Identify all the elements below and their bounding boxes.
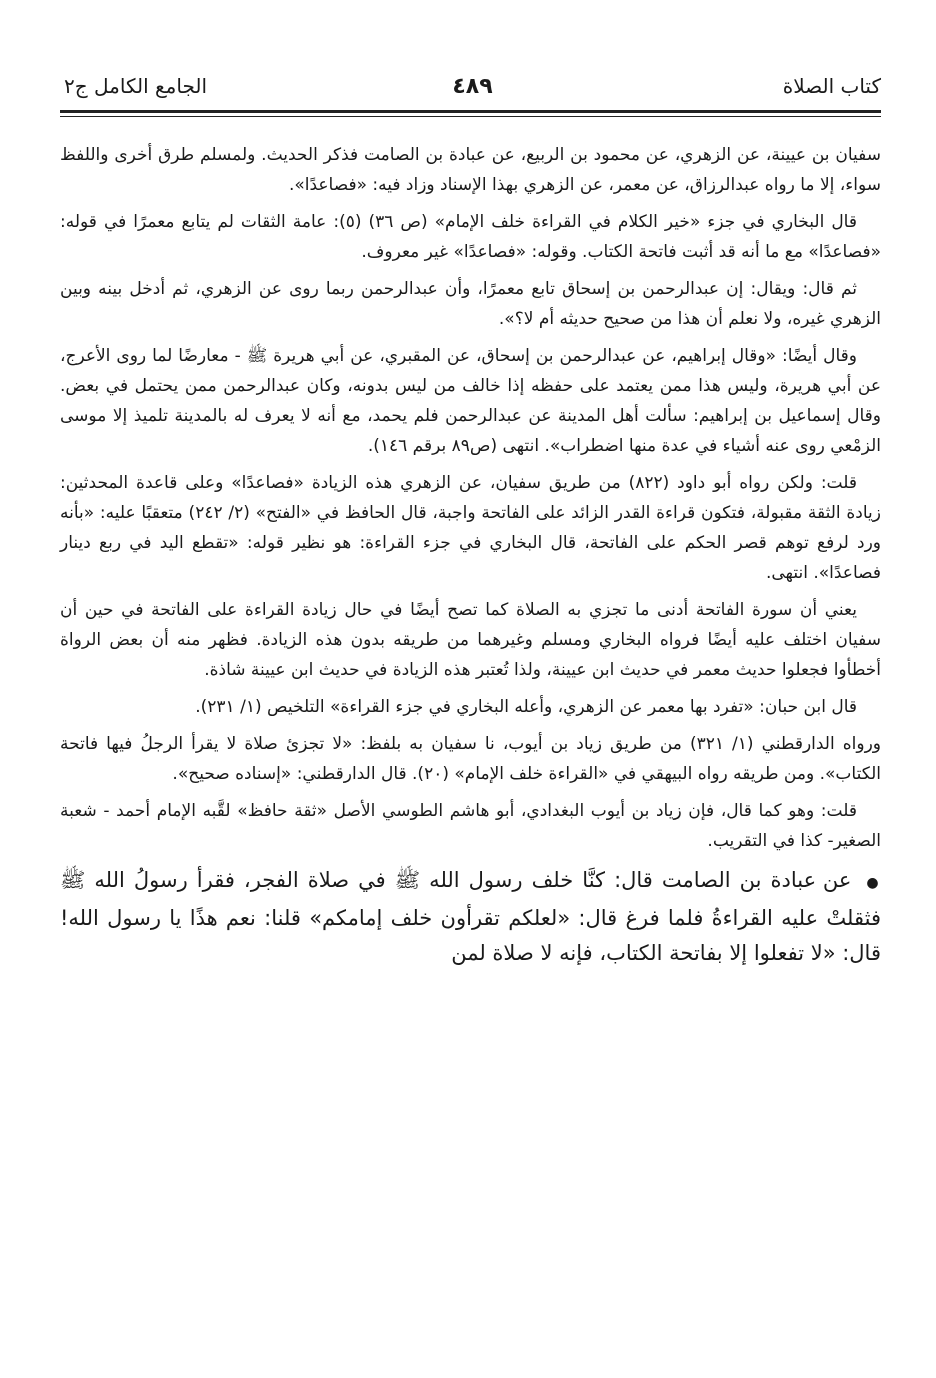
paragraph-6: يعني أن سورة الفاتحة أدنى ما تجزي به الصلاة كما تصح أيضًا في حال زيادة القراءة على الفاتحة في حين أن سفيان اختلف عليه أيضًا فرواه البخاري ومسلم وغيرهما من طريقه بدون هذه الزيادة. فظهر منه أن بعض الرواة أخطأوا فجعلوا حديث معمر في حديث ابن عيينة، ولذا تُعتبر هذه الزيادة في حديث ابن عيينة شاذة. — [60, 600, 881, 680]
bullet-icon: ● — [866, 875, 882, 891]
header-rule-thick — [60, 110, 881, 113]
paragraph-2: قال البخاري في جزء «خير الكلام في القراءة خلف الإمام» (ص ٣٦) (٥): عامة الثقات لم يتابع معمرًا في قوله: «فصاعدًا» مع ما أنه قد أثبت فاتحة الكتاب. وقوله: «فصاعدًا» غير معروف. — [60, 212, 881, 262]
book-title: الجامع الكامل ج٢ — [64, 74, 208, 98]
hadith-text: عن عبادة بن الصامت قال: كنَّا خلف رسول الله ﷺ في صلاة الفجر، فقرأ رسولُ الله ﷺ فثقلتْ عليه القراءةُ فلما فرغ قال: «لعلكم تقرأون خلف إمامكم» قلنا: نعم هذًا يا رسول الله! قال: «لا تفعلوا إلا بفاتحة الكتاب، فإنه لا صلاة لمن — [60, 868, 881, 965]
paragraph-8: ورواه الدارقطني (١/ ٣٢١) من طريق زياد بن أيوب، نا سفيان به بلفظ: «لا تجزئ صلاة لا يقرأ الرجلُ فيها فاتحة الكتاب». ومن طريقه رواه البيهقي في «القراءة خلف الإمام» (٢٠). قال الدارقطني: «إسناده صحيح». — [60, 734, 881, 784]
paragraph-9: قلت: وهو كما قال، فإن زياد بن أيوب البغدادي، أبو هاشم الطوسي الأصل «ثقة حافظ» لقَّبه الإمام أحمد - شعبة الصغير- كذا في التقريب. — [60, 801, 881, 851]
hadith-block — [60, 863, 881, 971]
page-body — [60, 140, 881, 971]
paragraph-4: وقال أيضًا: «وقال إبراهيم، عن عبدالرحمن بن إسحاق، عن المقبري، عن أبي هريرة ﷺ - معارضًا لما روى الأعرج، عن أبي هريرة، وليس هذا ممن يعتمد على حفظه إذا خالف من ليس بدونه، وكان عبدالرحمن ممن يحتمل في بعض. وقال إسماعيل بن إبراهيم: سألت أهل المدينة عن عبدالرحمن فلم يحمد، مع أنه لا يعرف له بالمدينة تلميذ إلا موسى الزمْعي روى عنه أشياء في عدة منها اضطراب». انتهى (ص٨٩ برقم ١٤٦). — [60, 346, 881, 456]
paragraph-1: سفيان بن عيينة، عن الزهري، عن محمود بن الربيع، عن عبادة بن الصامت فذكر الحديث. ولمسلم طرق أخرى واللفظ سواء، إلا ما رواه عبدالرزاق، عن معمر، عن الزهري بهذا الإسناد وزاد فيه: «فصاعدًا». — [60, 145, 881, 195]
running-head — [64, 66, 881, 106]
paragraph-3: ثم قال: ويقال: إن عبدالرحمن بن إسحاق تابع معمرًا، وأن عبدالرحمن ربما روى عن الزهري، ثم أدخل بينه وبين الزهري غيره، ولا نعلم أن هذا من صحيح حديثه أم لا؟». — [60, 279, 881, 329]
page-number: ٤٨٩ — [452, 73, 493, 99]
paragraph-5: قلت: ولكن رواه أبو داود (٨٢٢) من طريق سفيان، عن الزهري هذه الزيادة «فصاعدًا» وعلى قاعدة المحدثين: زيادة الثقة مقبولة، فتكون قراءة القدر الزائد على الفاتحة واجبة، قال الحافظ في «الفتح» (٢/ ٢٤٢) متعقبًا عليه: «بأنه ورد لرفع توهم قصر الحكم على الفاتحة، قال البخاري في جزء القراءة: هو نظير قوله: «تقطع اليد في ربع دينار فصاعدًا». انتهى. — [60, 473, 881, 583]
header-rule-thin — [60, 116, 881, 117]
paragraph-7: قال ابن حبان: «تفرد بها معمر عن الزهري، وأعله البخاري في جزء القراءة» التلخيص (١/ ٢٣١). — [195, 697, 857, 717]
chapter-title: كتاب الصلاة — [782, 74, 881, 98]
